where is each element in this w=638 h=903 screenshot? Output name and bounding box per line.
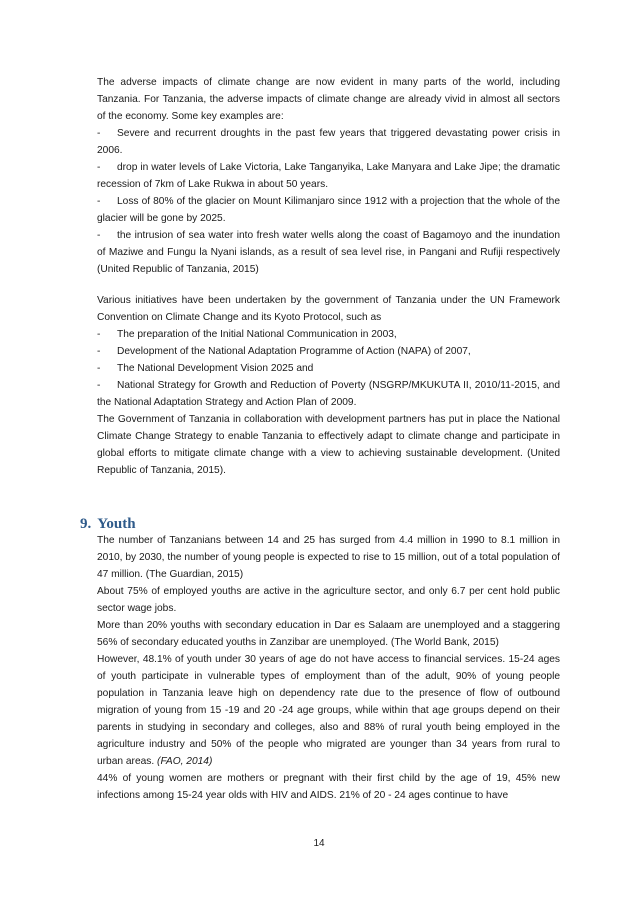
initiative-item: - The National Development Vision 2025 and bbox=[97, 363, 314, 374]
initiative-item: - National Strategy for Growth and Reduction of Poverty (NSGRP/MKUKUTA II, 2010/11-2015, and the National Adaptation Strategy and Action Plan of 2009. bbox=[97, 380, 560, 408]
page-number: 14 bbox=[313, 838, 325, 849]
climate-intro: The adverse impacts of climate change are now evident in many parts of the world, including Tanzania. For Tanzania, the adverse impacts of climate change are already vivid in almost all sectors of the economy. Some key examples are: bbox=[97, 77, 560, 122]
climate-closing: The Government of Tanzania in collaboration with development partners has put in place the National Climate Change Strategy to enable Tanzania to effectively adapt to climate change and participate in global efforts to mitigate climate change with a view to achieving sustainable development. (United Republic of Tanzania, 2015). bbox=[97, 414, 560, 476]
youth-paragraph: 44% of young women are mothers or pregnant with their first child by the age of 19, 45% new infections among 15-24 year olds with HIV and AIDS. 21% of 20 - 24 ages continue to have bbox=[97, 773, 560, 801]
initiative-item: - Development of the National Adaptation Programme of Action (NAPA) of 2007, bbox=[97, 346, 471, 357]
citation: (FAO, 2014) bbox=[157, 756, 213, 767]
youth-paragraph: About 75% of employed youths are active in the agriculture sector, and only 6.7 per cent hold public sector wage jobs. bbox=[97, 586, 560, 614]
climate-bullet: - Severe and recurrent droughts in the past few years that triggered devastating power crisis in 2006. bbox=[97, 128, 560, 156]
initiatives-intro: Various initiatives have been undertaken by the government of Tanzania under the UN Framework Convention on Climate Change and its Kyoto Protocol, such as bbox=[97, 295, 560, 323]
climate-bullet: - Loss of 80% of the glacier on Mount Kilimanjaro since 1912 with a projection that the whole of the glacier will be gone by 2025. bbox=[97, 196, 560, 224]
section-number: 9. bbox=[80, 516, 92, 532]
youth-paragraph: More than 20% youths with secondary education in Dar es Salaam are unemployed and a staggering 56% of secondary educated youths in Zanzibar are unemployed. (The World Bank, 2015) bbox=[97, 620, 560, 648]
youth-section bbox=[97, 532, 560, 804]
climate-bullet: - drop in water levels of Lake Victoria, Lake Tanganyika, Lake Manyara and Lake Jipe; the dramatic recession of 7km of Lake Rukwa in about 50 years. bbox=[97, 162, 560, 190]
section-title: Youth bbox=[97, 516, 136, 532]
climate-section bbox=[97, 74, 560, 278]
youth-paragraph: However, 48.1% of youth under 30 years of age do not have access to financial services. 15-24 ages of youth participate in vulnerable types of employment than of the adult, 90% of young people population in Tanzania leave high on dependency rate due to the presence of flow of outbound migration of young from 15 -19 and 20 -24 age groups, while within that age groups depend on their parents in studying in secondary and colleges, also and 88% of rural youth being employed in the agriculture industry and 50% of the people who migrated are younger than 34 years from rural to urban areas. (FAO, 2014) bbox=[97, 654, 560, 767]
climate-bullet: - the intrusion of sea water into fresh water wells along the coast of Bagamoyo and the inundation of Maziwe and Fungu la Nyani islands, as a result of sea level rise, in Pangani and Rufiji respectively (United Republic of Tanzania, 2015) bbox=[97, 230, 560, 275]
initiatives-section bbox=[97, 292, 560, 479]
section-heading-youth bbox=[80, 516, 136, 533]
youth-paragraph: The number of Tanzanians between 14 and 25 has surged from 4.4 million in 1990 to 8.1 million in 2010, by 2030, the number of young people is expected to rise to 15 million, out of a total population of 47 million. (The Guardian, 2015) bbox=[97, 535, 560, 580]
initiative-item: - The preparation of the Initial National Communication in 2003, bbox=[97, 329, 397, 340]
